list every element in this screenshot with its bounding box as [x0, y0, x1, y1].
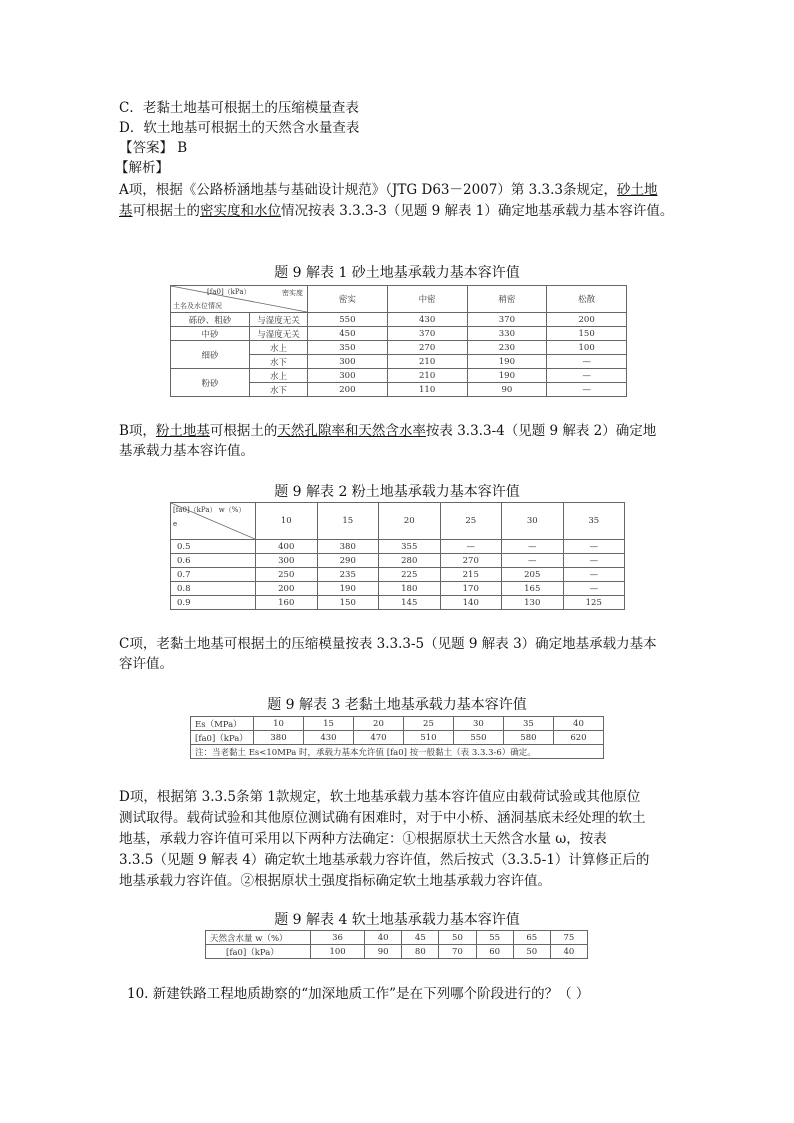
para-d-line5: 地基承载力容许值。②根据原状土强度指标确定软土地基承载力容许值。: [119, 873, 551, 889]
table1-header: 中密: [387, 286, 467, 313]
table3: [190, 716, 604, 759]
para-d-line4: 3.3.5（见题 9 解表 4）确定软土地基承载力容许值，然后按式（3.3.5-1）计算修正后的: [119, 852, 650, 868]
para-c-line1: C项，老黏土地基可根据土的压缩模量按表 3.3.3-5（见题 9 解表 3）确定地基承载力基本: [119, 636, 657, 652]
table2-header: 30: [502, 503, 564, 540]
table2-header: 25: [440, 503, 502, 540]
table1-caption: 题 9 解表 1 砂土地基承载力基本容许值: [274, 265, 520, 281]
table-row: 0.9 160 150 145 140 130 125: [171, 596, 625, 610]
table-row: [fa0]（kPa） 100 90 80 70 60 50 40: [206, 945, 588, 959]
table1-header: 稍密: [467, 286, 547, 313]
analysis-label: 【解析】: [115, 160, 169, 176]
para-d-line2: 测试取得。载荷试验和其他原位测试确有困难时，对于中小桥、涵洞基底未经处理的软土: [119, 810, 646, 826]
table2-header: 35: [563, 503, 625, 540]
table2-header: 15: [317, 503, 379, 540]
table-row: 0.7 250 235 225 215 205 —: [171, 568, 625, 582]
para-a-line2: 基可根据土的密实度和水位情况按表 3.3.3-3（见题 9 解表 1）确定地基承载力基本容许值。: [119, 203, 674, 219]
table-row: 中砂 与湿度无关 450 370 330 150: [171, 327, 627, 341]
table1-header: 松散: [547, 286, 627, 313]
para-b-line1: B项，粉土地基可根据土的天然孔隙率和天然含水率按表 3.3.3-4（见题 9 解表 2）确定地: [119, 423, 657, 439]
table1: [170, 285, 627, 397]
table2-header: 10: [256, 503, 318, 540]
table-row: 天然含水量 w（%） 36 40 45 50 55 65 75: [206, 931, 588, 945]
para-b-line2: 基承载力基本容许值。: [119, 443, 254, 459]
table-row: 细砂 水上 350 270 230 100: [171, 341, 627, 355]
para-c-line2: 容许值。: [119, 656, 173, 672]
table1-header: 密实: [308, 286, 388, 313]
table2-caption: 题 9 解表 2 粉土地基承载力基本容许值: [274, 484, 520, 500]
table4: [205, 930, 588, 959]
table2: [170, 502, 625, 610]
option-c: C．老黏土地基可根据土的压缩模量查表: [119, 100, 359, 116]
table-row: 0.6 300 290 280 270 — —: [171, 554, 625, 568]
table-row: 0.8 200 190 180 170 165 —: [171, 582, 625, 596]
table4-caption: 题 9 解表 4 软土地基承载力基本容许值: [274, 912, 520, 928]
table-row: [fa0]（kPa） 380 430 470 510 550 580 620: [191, 731, 604, 745]
table-note-row: 注：当老黏土 Es<10MPa 时，承载力基本允许值 [fa0] 按一般黏土（表 3.3.3-6）确定。: [191, 745, 604, 759]
table-row: 砾砂、粗砂 与湿度无关 550 430 370 200: [171, 313, 627, 327]
para-a-line1: A项，根据《公路桥涵地基与基础设计规范》（JTG D63－2007）第 3.3.3条规定，砂土地: [119, 182, 658, 198]
para-d-line3: 地基，承载力容许值可采用以下两种方法确定：①根据原状土天然含水量 ω，按表: [119, 831, 607, 847]
table1-corner: [fa0]（kPa） 密实度 土名及水位情况: [171, 286, 308, 313]
answer: 【答案】 B: [119, 140, 188, 156]
para-d-line1: D项，根据第 3.3.5条第 1款规定，软土地基承载力基本容许值应由载荷试验或其他原位: [119, 789, 641, 805]
table-row: 粉砂 水上 300 210 190 —: [171, 369, 627, 383]
table2-header: 20: [379, 503, 441, 540]
table-row: 水下 200 110 90 —: [171, 383, 627, 397]
option-d: D．软土地基可根据土的天然含水量查表: [119, 120, 360, 136]
table-row: 水下 300 210 190 —: [171, 355, 627, 369]
question-10: 10. 新建铁路工程地质勘察的“加深地质工作”是在下列哪个阶段进行的？（ ）: [127, 986, 590, 1002]
table-row: 0.5 400 380 355 — — —: [171, 540, 625, 554]
table-row: Es（MPa） 10 15 20 25 30 35 40: [191, 717, 604, 731]
table3-caption: 题 9 解表 3 老黏土地基承载力基本容许值: [267, 697, 527, 713]
table2-corner: [fa0]（kPa） w（%） e: [171, 503, 256, 540]
